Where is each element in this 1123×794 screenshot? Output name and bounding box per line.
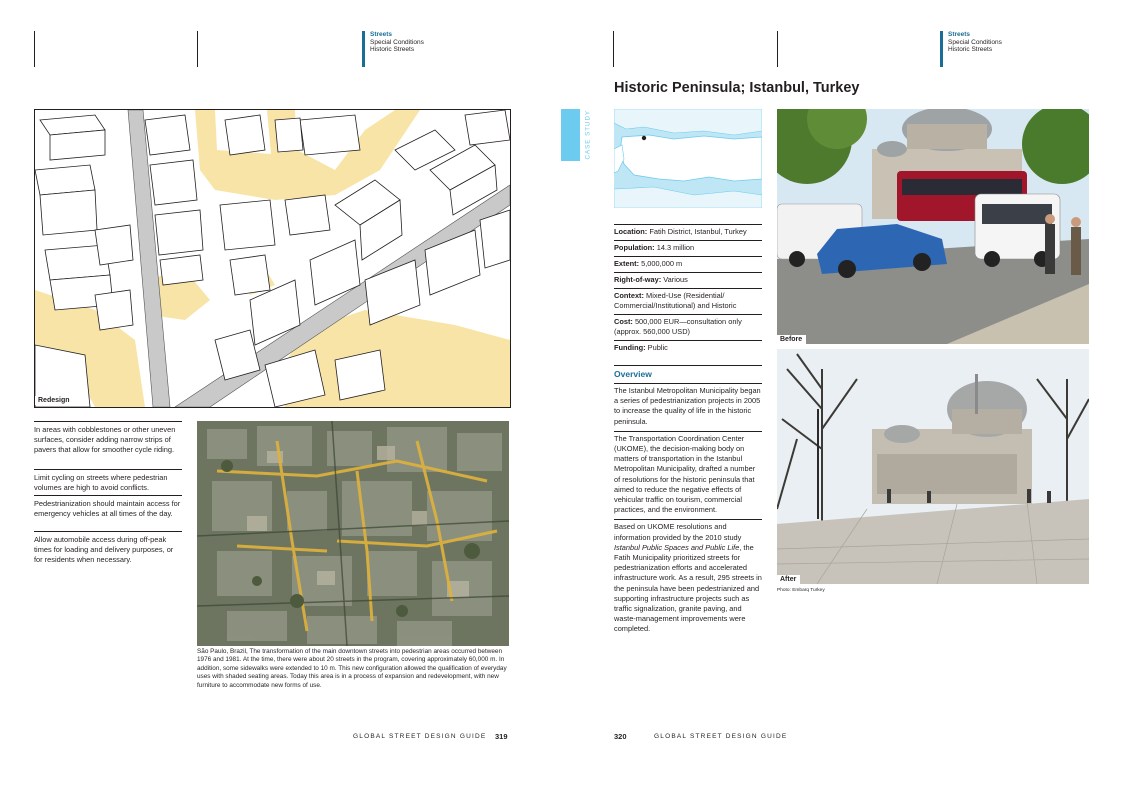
- section-label: Streets: [948, 31, 971, 38]
- fact-context: [614, 288, 762, 314]
- case-study-label: [583, 109, 593, 161]
- section-tag-left: [362, 31, 424, 67]
- fact-cost: [614, 314, 762, 340]
- aerial-photo: [197, 421, 509, 646]
- location-map: [614, 109, 762, 208]
- page-title: Historic Peninsula; Istanbul, Turkey: [614, 80, 860, 96]
- photo-credit: Photo: Embarq Turkey: [777, 588, 825, 593]
- after-photo: [777, 349, 1089, 584]
- guidance-tip: Limit cycling on streets where pedestrian volumes are high to avoid conflicts.: [34, 469, 182, 493]
- redesign-drawing: [34, 109, 511, 408]
- overview-heading: Overview: [614, 365, 762, 383]
- fact-label: Extent:: [614, 259, 640, 268]
- fact-value: Fatih District, Istanbul, Turkey: [647, 227, 747, 236]
- guidance-tip: Pedestrianization should maintain access for emergency vehicles at all times of the day.: [34, 495, 182, 530]
- guidance-tip: In areas with cobblestones or other uneven surfaces, consider adding narrow strips of pavers that allow for smoother cycle riding.: [34, 421, 182, 466]
- header-rule: [777, 31, 778, 67]
- after-image: [777, 349, 1089, 584]
- fact-label: Location:: [614, 227, 648, 236]
- fact-value: 5,000,000 m: [639, 259, 683, 268]
- fact-population: [614, 240, 762, 256]
- fact-extent: [614, 256, 762, 272]
- fact-value: 500,000 EUR—consultation only (approx. 560,000 USD): [614, 317, 742, 336]
- before-label: Before: [777, 335, 806, 344]
- redesign-label: Redesign: [35, 396, 74, 405]
- fact-value: Public: [645, 343, 668, 352]
- turkey-map: [614, 109, 762, 208]
- overview-paragraph: The Istanbul Metropolitan Municipality began a series of pedestrianization projects in 2005 to increase the quality of life in the historic peninsula.: [614, 383, 762, 431]
- project-facts: [614, 224, 762, 356]
- section-label: Streets: [370, 31, 393, 38]
- istanbul-marker: [642, 136, 646, 140]
- case-study-text: CASE STUDY: [584, 109, 592, 160]
- header-rule: [613, 31, 614, 67]
- section-tag-right: [940, 31, 1002, 67]
- fact-label: Cost:: [614, 317, 633, 326]
- overview-paragraph: The Transportation Coordination Center (UKOME), the decision-making body on matters of transportation in the Istanbul Metropolitan Municipality, drafted a number of resolutions for the historic peninsula that aimed to reduce the negative effects of vehicular traffic on tourism, commercial practices, and the environment.: [614, 431, 762, 520]
- topic-label: Historic Streets: [370, 46, 415, 54]
- fact-funding: [614, 340, 762, 356]
- overview-paragraph: [614, 519, 762, 638]
- page-number: 320: [614, 732, 627, 741]
- fact-value: 14.3 million: [654, 243, 695, 252]
- case-study-tab: [561, 109, 580, 161]
- redesign-illustration: [35, 110, 510, 407]
- fact-label: Population:: [614, 243, 655, 252]
- fact-right-of-way: [614, 272, 762, 288]
- after-label: After: [777, 575, 800, 584]
- aerial-image: [197, 421, 509, 646]
- subsection-label: Special Conditions: [948, 38, 1002, 46]
- fact-label: Right-of-way:: [614, 275, 662, 284]
- topic-label: Historic Streets: [948, 46, 993, 54]
- guidance-tip: Allow automobile access during off-peak times for loading and delivery purposes, or for residents when necessary.: [34, 531, 182, 566]
- overview-text: , the Fatih Municipality prioritized streets for pedestrianization efforts and accelerated infrastructure work. As a result, 295 streets in the peninsula have been pedestrianized and supporting infrastructure projects such as traffic signalization, granite paving, and waste-management improvements were completed.: [614, 542, 762, 634]
- header-rule: [34, 31, 35, 67]
- fact-label: Funding:: [614, 343, 646, 352]
- fact-location: [614, 224, 762, 240]
- overview-section: [614, 365, 762, 639]
- footer-title: GLOBAL STREET DESIGN GUIDE: [353, 733, 487, 740]
- fact-value: Mixed-Use (Residential/ Commercial/Institutional) and Historic: [614, 291, 737, 310]
- header-rule: [197, 31, 198, 67]
- fact-label: Context:: [614, 291, 644, 300]
- fact-value: Various: [661, 275, 688, 284]
- before-image: [777, 109, 1089, 344]
- study-title: Istanbul Public Spaces and Public Life: [614, 542, 740, 552]
- page-number: 319: [495, 732, 508, 741]
- subsection-label: Special Conditions: [370, 38, 424, 46]
- before-photo: [777, 109, 1089, 344]
- aerial-caption: São Paulo, Brazil, The transformation of the main downtown streets into pedestrian areas occurred between 1976 and 1981. At the time, there were about 20 streets in the program, covering approximately 60,000 m. In addition, some sidewalks were extended to 10 m. This new configuration allowed the qualification of everyday uses with shaded seating areas. Today this area is in a process of expansion and redevelopment, with new furniture to accommodate new forms of use.: [197, 648, 507, 689]
- overview-text: Based on UKOME resolutions and information provided by the 2010 study: [614, 522, 742, 542]
- footer-title: GLOBAL STREET DESIGN GUIDE: [654, 733, 788, 740]
